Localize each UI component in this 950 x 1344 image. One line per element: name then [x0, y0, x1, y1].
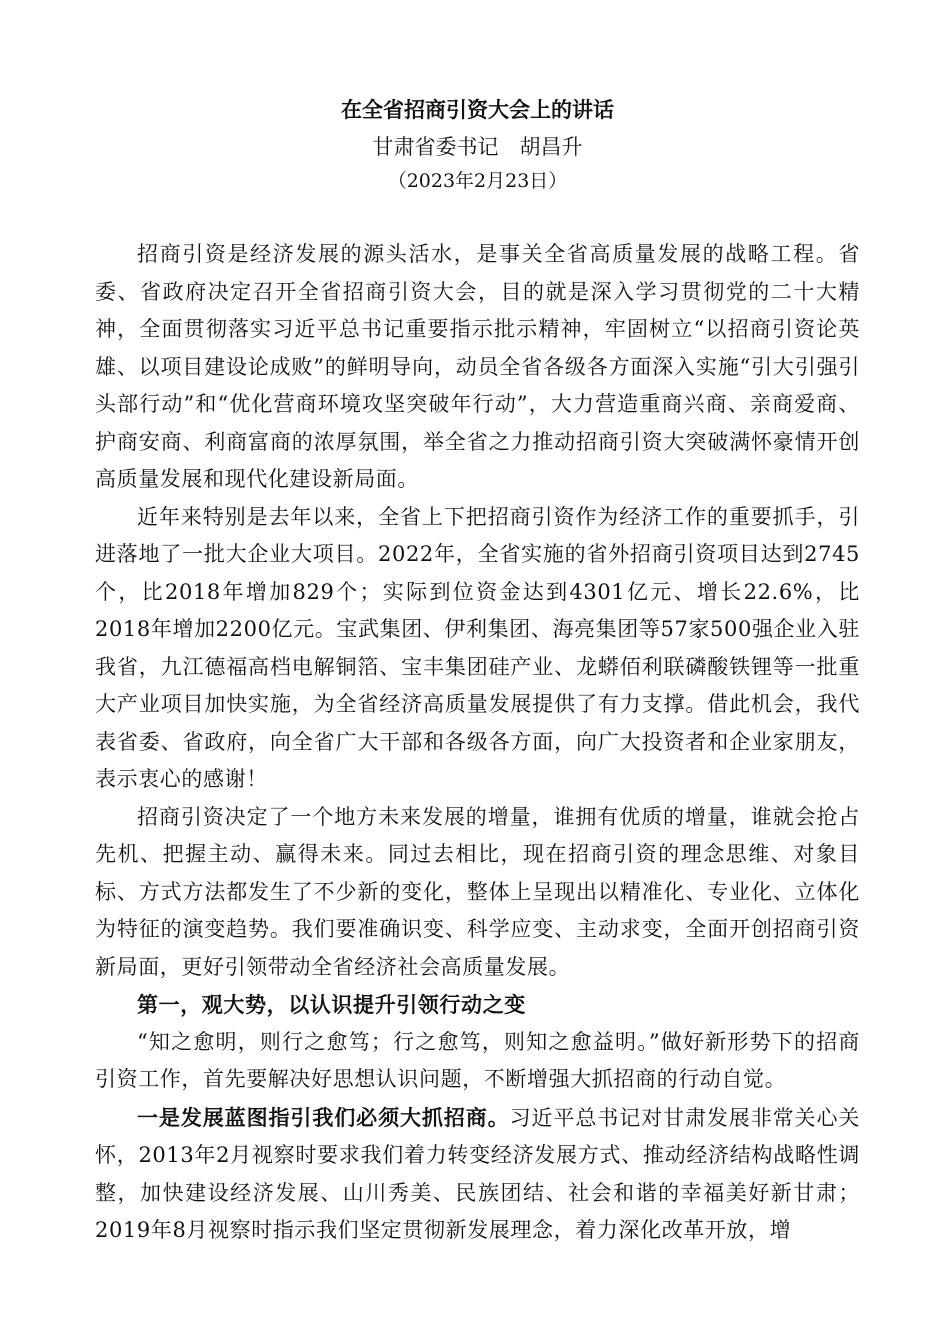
- document-page: [95, 90, 860, 1250]
- document-title: 在全省招商引资大会上的讲话: [341, 97, 614, 122]
- paragraph-trends: 招商引资决定了一个地方未来发展的增量，谁拥有优质的增量，谁就会抢占先机、把握主动、赢得未来。同过去相比，现在招商引资的理念思维、对象目标、方式方法都发生了不少新的变化，整体上呈现出以精准化、专业化、立体化为特征的演变趋势。我们要准确识变、科学应变、主动求变，全面开创招商引资新局面，更好引领带动全省经济社会高质量发展。: [95, 804, 860, 979]
- document-author: 甘肃省委书记 胡昌升: [372, 135, 583, 159]
- paragraph-point-one: [95, 1099, 860, 1250]
- title-spacer: [95, 198, 860, 236]
- paragraph-achievements: 近年来特别是去年以来，全省上下把招商引资作为经济工作的重要抓手，引进落地了一批大企业大项目。2022年，全省实施的省外招商引资项目达到2745个，比2018年增加829个；实际到位资金达到4301亿元、增长22.6%，比2018年增加2200亿元。宝武集团、伊利集团、海亮集团等57家500强企业入驻我省，九江德福高档电解铜箔、宝丰集团硅产业、龙蟒佰利联磷酸铁锂等一批重大产业项目加快实施，为全省经济高质量发展提供了有力支撑。借此机会，我代表省委、省政府，向全省广大干部和各级各方面，向广大投资者和企业家朋友，表示衷心的感谢！: [95, 504, 860, 791]
- section-heading-first: 第一，观大势，以认识提升引领行动之变: [137, 992, 526, 1017]
- point-one-lead: 一是发展蓝图指引我们必须大抓招商。: [137, 1104, 510, 1130]
- paragraph-quote: “知之愈明，则行之愈笃；行之愈笃，则知之愈益明。”做好新形势下的招商引资工作，首先要解决好思想认识问题，不断增强大抓招商的行动自觉。: [95, 1029, 860, 1091]
- document-date: （2023年2月23日）: [387, 170, 568, 192]
- paragraph-intro: 招商引资是经济发展的源头活水，是事关全省高质量发展的战略工程。省委、省政府决定召开全省招商引资大会，目的就是深入学习贯彻党的二十大精神，全面贯彻落实习近平总书记重要指示批示精神，牢固树立“以招商引资论英雄、以项目建设论成败”的鲜明导向，动员全省各级各方面深入实施“引大引强引头部行动”和“优化营商环境攻坚突破年行动”，大力营造重商兴商、亲商爱商、护商安商、利商富商的浓厚氛围，举全省之力推动招商引资大突破满怀豪情开创高质量发展和现代化建设新局面。: [95, 242, 860, 491]
- point-one-body: 习近平总书记对甘肃发展非常关心关怀，2013年2月视察时要求我们着力转变经济发展方式、推动经济结构战略性调整，加快建设经济发展、山川秀美、民族团结、社会和谐的幸福美好新甘肃；2019年8月视察时指示我们坚定贯彻新发展理念，着力深化改革开放，增: [95, 1105, 860, 1242]
